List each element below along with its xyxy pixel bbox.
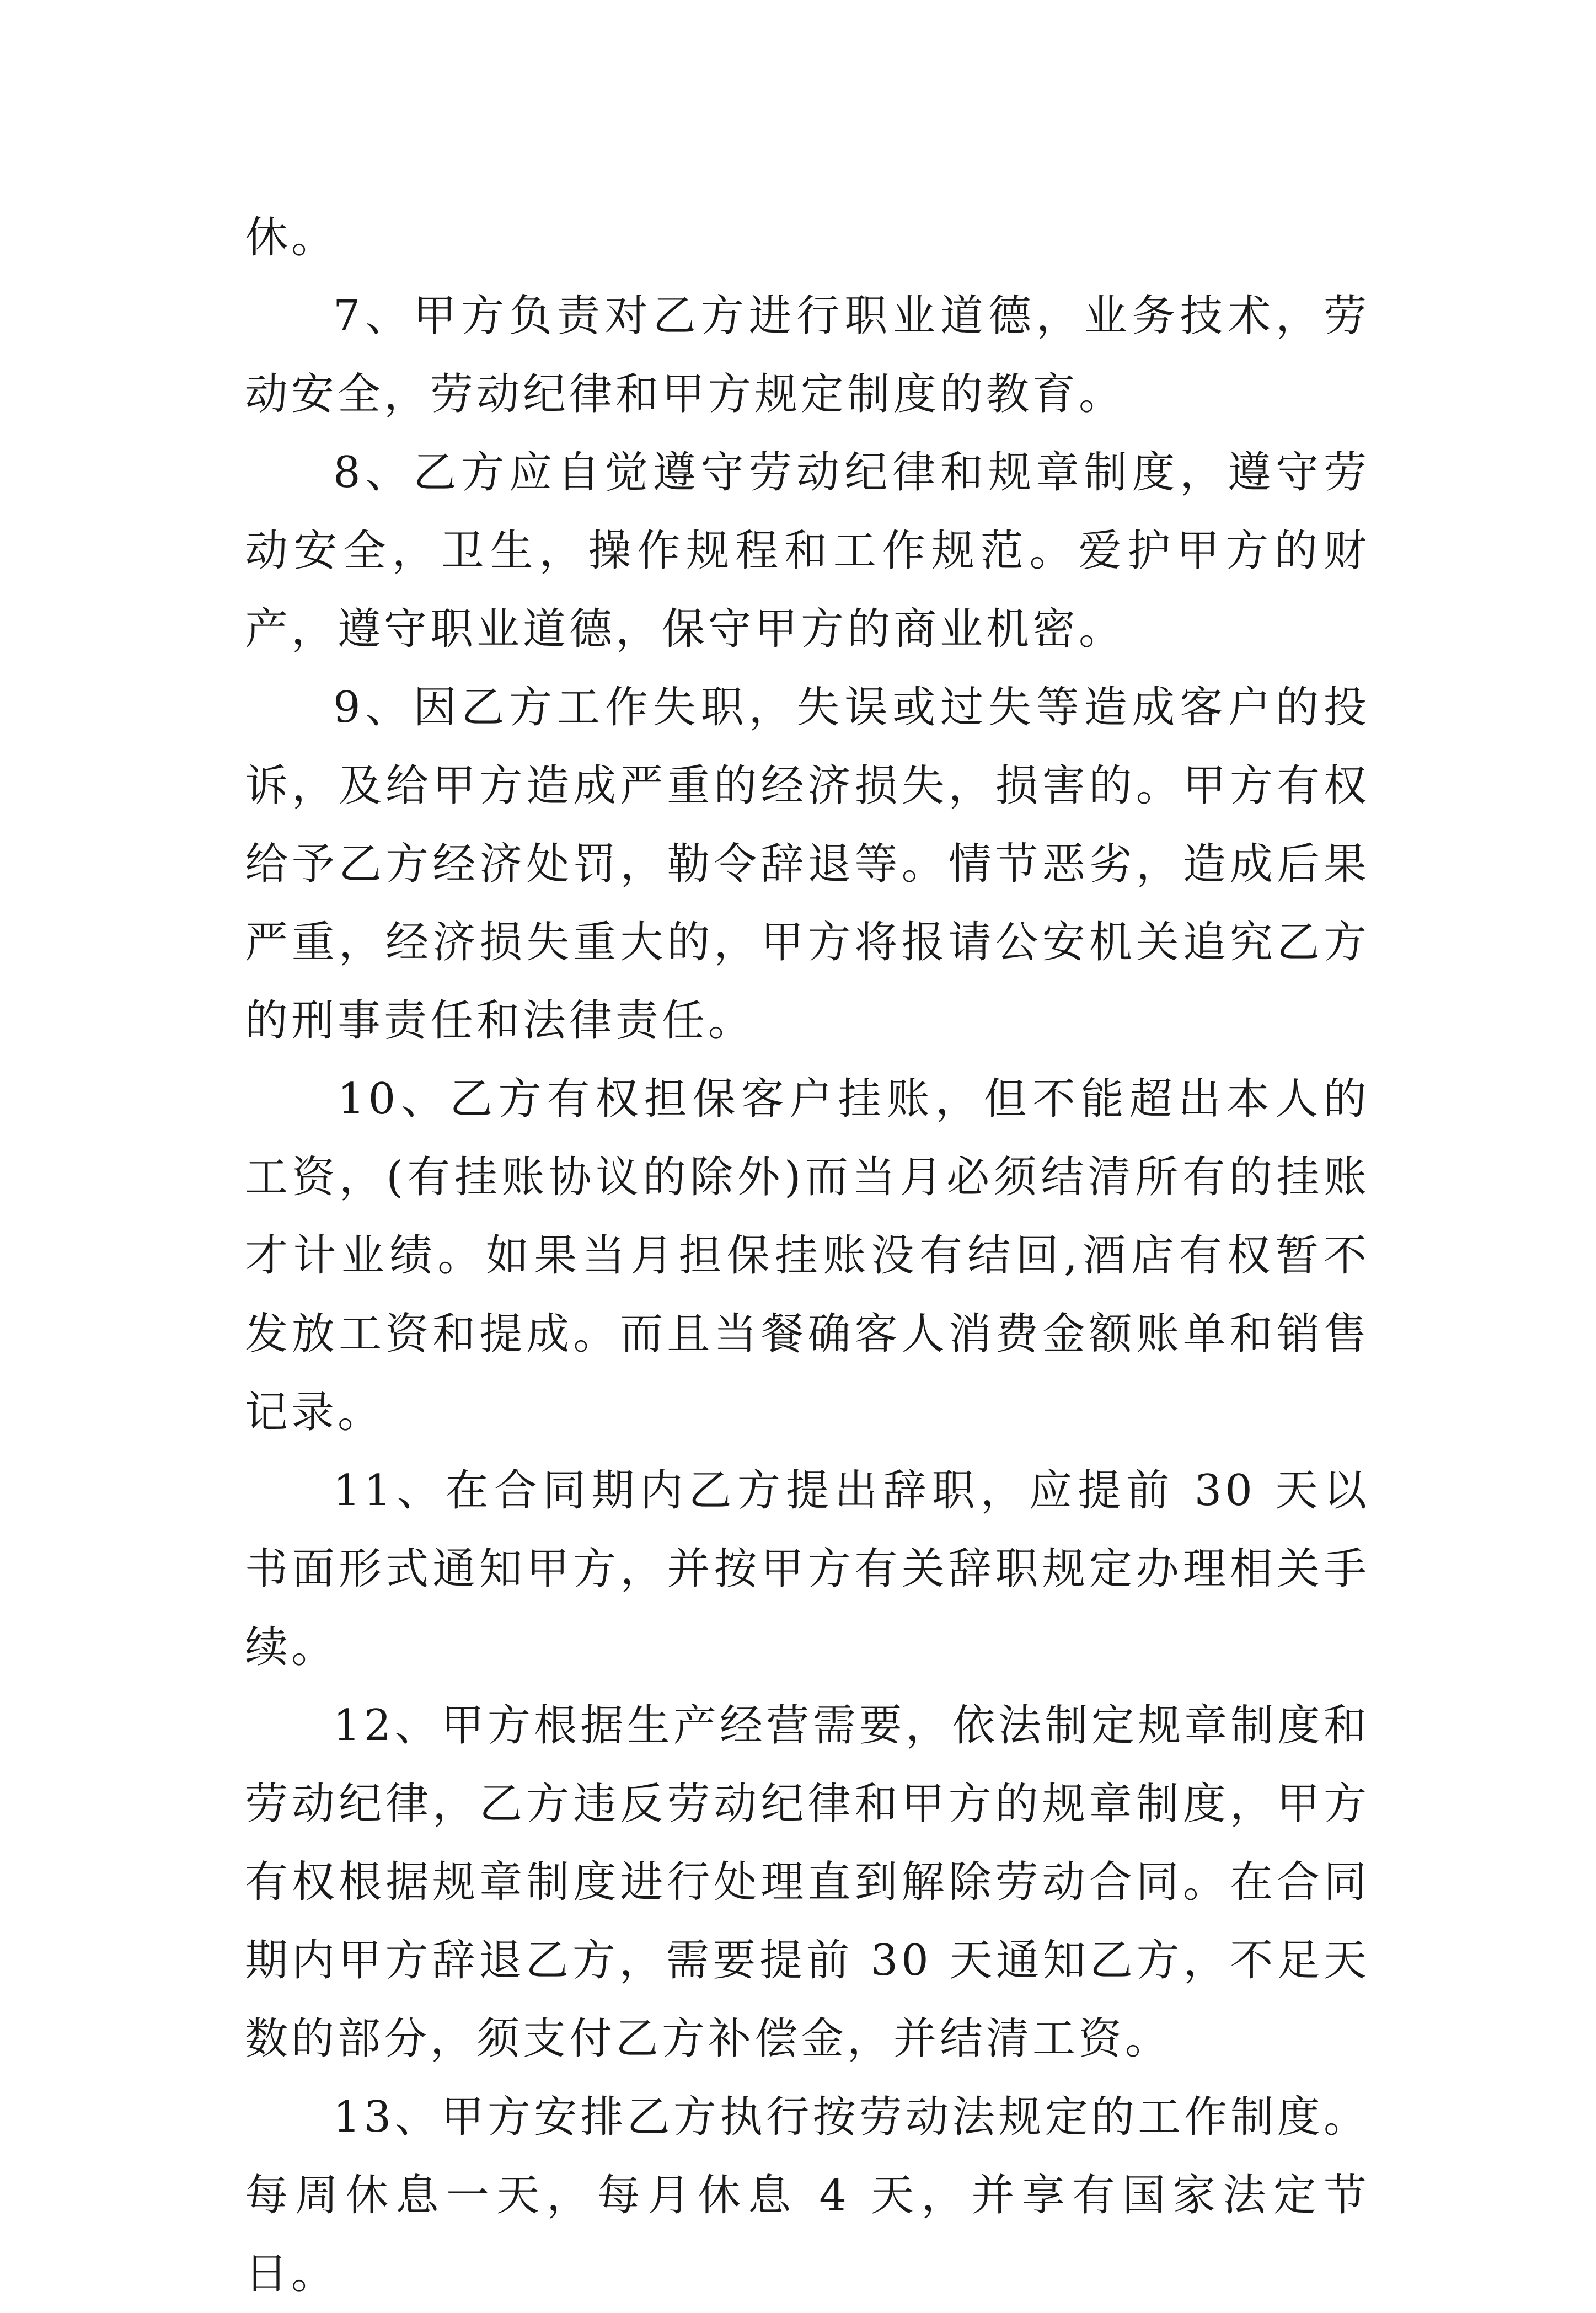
clause-13: 13、甲方安排乙方执行按劳动法规定的工作制度。每周休息一天，每月休息 4 天，并享有国家法定节日。	[245, 2092, 1370, 2299]
contract-clauses	[245, 199, 1370, 2313]
clause-12: 12、甲方根据生产经营需要，依法制定规章制度和劳动纪律，乙方违反劳动纪律和甲方的规章制度，甲方有权根据规章制度进行处理直到解除劳动合同。在合同期内甲方辞退乙方，需要提前 30 天通知乙方，不足天数的部分，须支付乙方补偿金，并结清工资。	[245, 1701, 1370, 2064]
clause-9: 9、因乙方工作失职，失误或过失等造成客户的投诉，及给甲方造成严重的经济损失，损害的。甲方有权给予乙方经济处罚，勒令辞退等。情节恶劣，造成后果严重，经济损失重大的，甲方将报请公安机关追究乙方的刑事责任和法律责任。	[245, 683, 1370, 1046]
clause-7: 7、甲方负责对乙方进行职业道德，业务技术，劳动安全，劳动纪律和甲方规定制度的教育。	[245, 291, 1370, 419]
clause-10: 10、乙方有权担保客户挂账，但不能超出本人的工资，(有挂账协议的除外)而当月必须结清所有的挂账才计业绩。如果当月担保挂账没有结回,酒店有权暂不发放工资和提成。而且当餐确客人消费金额账单和销售记录。	[245, 1074, 1370, 1437]
clause-11: 11、在合同期内乙方提出辞职，应提前 30 天以书面形式通知甲方，并按甲方有关辞职规定办理相关手续。	[245, 1466, 1370, 1672]
clause-8: 8、乙方应自觉遵守劳动纪律和规章制度，遵守劳动安全，卫生，操作规程和工作规范。爱护甲方的财产，遵守职业道德，保守甲方的商业机密。	[245, 448, 1370, 654]
paragraph-continuation: 休。	[245, 213, 338, 263]
